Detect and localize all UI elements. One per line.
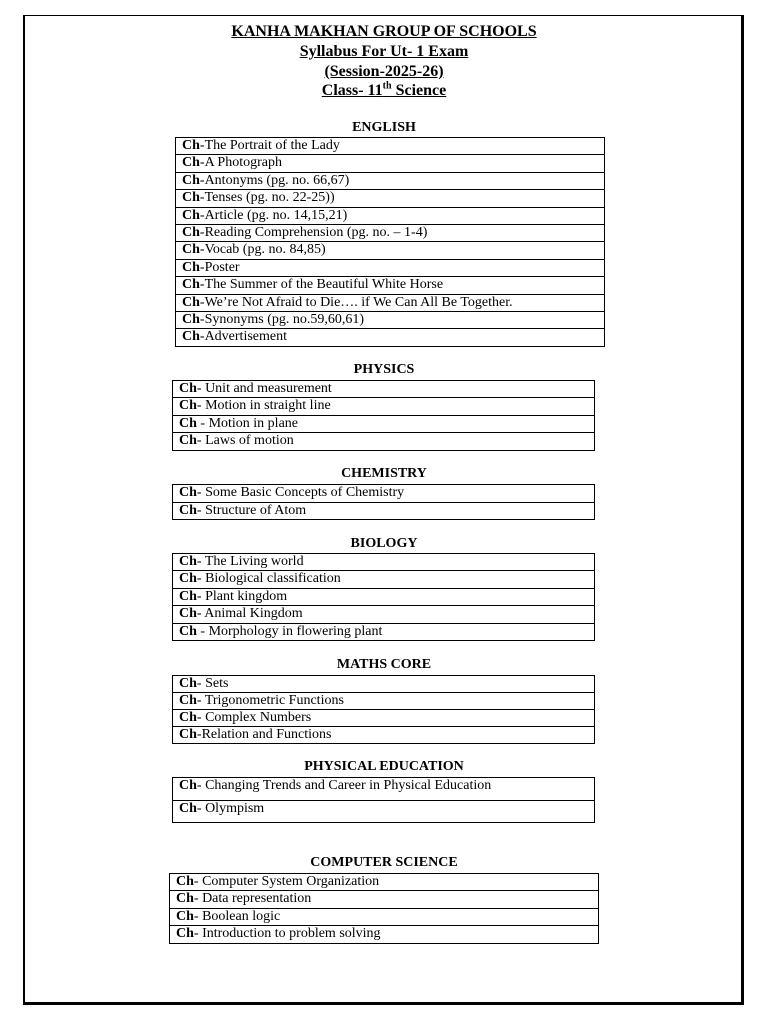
chapter-row xyxy=(170,891,599,908)
chapter-row xyxy=(170,926,599,943)
chapter-row xyxy=(173,778,595,801)
chapter-prefix: Ch xyxy=(176,874,194,889)
chapter-row xyxy=(173,623,595,640)
chapter-row xyxy=(176,155,605,172)
chapter-prefix: Ch xyxy=(179,778,197,793)
chapter-prefix: Ch xyxy=(176,908,194,924)
chapter-title: -A Photograph xyxy=(199,155,282,171)
chapter-title: -Reading Comprehension (pg. no. – 1-4) xyxy=(199,224,428,240)
biology-table xyxy=(172,553,595,641)
chapter-cell xyxy=(173,502,595,520)
physical-education-title: PHYSICAL EDUCATION xyxy=(304,759,464,774)
chapter-prefix: Ch xyxy=(182,311,200,327)
chapter-prefix: Ch xyxy=(182,259,200,275)
chapter-row xyxy=(170,874,599,891)
chapter-cell xyxy=(173,571,595,588)
chapter-prefix: Ch xyxy=(179,800,197,816)
chapter-row xyxy=(173,676,595,693)
chapter-row xyxy=(170,908,599,925)
chapter-title: -Relation and Functions xyxy=(196,727,332,742)
biology-title: BIOLOGY xyxy=(350,536,418,551)
chapter-row xyxy=(173,554,595,571)
chapter-prefix: Ch xyxy=(179,623,201,639)
chapter-row xyxy=(176,138,605,155)
chapter-prefix: Ch xyxy=(179,554,197,569)
chapter-row xyxy=(173,415,595,432)
chapter-row xyxy=(173,398,595,415)
chapter-title: - Laws of motion xyxy=(196,433,294,449)
chapter-title: - Some Basic Concepts of Chemistry xyxy=(196,485,405,500)
chapter-row xyxy=(176,242,605,259)
chapter-title: - Changing Trends and Career in Physical Education xyxy=(196,778,492,793)
chapter-prefix: Ch xyxy=(179,485,197,500)
chapter-cell xyxy=(176,277,605,294)
chemistry-title: CHEMISTRY xyxy=(341,466,427,481)
chapter-title: - Motion in plane xyxy=(200,415,299,431)
chapter-cell xyxy=(176,224,605,241)
chapter-row xyxy=(176,224,605,241)
chapter-cell xyxy=(173,710,595,727)
chapter-prefix: Ch xyxy=(182,172,200,188)
chapter-cell xyxy=(176,190,605,207)
chapter-prefix: Ch xyxy=(179,588,197,604)
chapter-cell xyxy=(173,381,595,398)
chapter-title: -The Portrait of the Lady xyxy=(199,138,340,153)
computer-science-title: COMPUTER SCIENCE xyxy=(310,855,458,870)
chapter-title: - Data representation xyxy=(193,891,312,907)
physical-education-table xyxy=(172,777,595,823)
chapter-cell xyxy=(173,606,595,623)
chapter-cell xyxy=(176,155,605,172)
chapter-row xyxy=(173,800,595,823)
physics-title: PHYSICS xyxy=(353,362,415,377)
chapter-cell xyxy=(173,554,595,571)
chapter-prefix: Ch xyxy=(182,138,200,153)
chapter-title: - Complex Numbers xyxy=(196,710,312,725)
chapter-title: -Article (pg. no. 14,15,21) xyxy=(199,207,348,223)
chapter-cell xyxy=(173,433,595,450)
chapter-title: - Trigonometric Functions xyxy=(196,693,344,708)
chapter-prefix: Ch xyxy=(182,277,200,293)
chapter-cell xyxy=(170,874,599,891)
chapter-title: -Tenses (pg. no. 22-25)) xyxy=(199,190,335,206)
chapter-prefix: Ch xyxy=(182,207,200,223)
chapter-prefix: Ch xyxy=(179,606,197,622)
chapter-title: - Biological classification xyxy=(196,571,341,587)
maths-title: MATHS CORE xyxy=(336,657,432,672)
physics-table xyxy=(172,380,595,451)
chapter-row xyxy=(173,606,595,623)
chapter-cell xyxy=(173,485,595,503)
chapter-title: - Sets xyxy=(196,676,229,691)
chapter-title: - The Living world xyxy=(196,554,304,569)
chapter-cell xyxy=(176,329,605,346)
chapter-row xyxy=(176,329,605,346)
chapter-prefix: Ch xyxy=(179,433,197,449)
chapter-title: - Structure of Atom xyxy=(196,502,307,518)
chapter-cell xyxy=(176,138,605,155)
session-label: (Session-2025-26) xyxy=(324,63,444,80)
chapter-row xyxy=(176,311,605,328)
chapter-prefix: Ch xyxy=(179,571,197,587)
computer-science-table xyxy=(169,873,599,944)
chapter-prefix: Ch xyxy=(182,224,200,240)
chapter-prefix: Ch xyxy=(179,693,197,708)
chapter-cell xyxy=(170,891,599,908)
chapter-cell xyxy=(173,623,595,640)
class-suffix: Science xyxy=(391,82,447,99)
chapter-title: -The Summer of the Beautiful White Horse xyxy=(199,277,444,293)
chapter-row xyxy=(176,207,605,224)
chapter-cell xyxy=(170,908,599,925)
chapter-row xyxy=(173,727,595,744)
chapter-row xyxy=(173,693,595,710)
chapter-cell xyxy=(173,676,595,693)
chapter-prefix: Ch xyxy=(179,710,197,725)
chapter-title: - Plant kingdom xyxy=(196,588,288,604)
chapter-cell xyxy=(173,778,595,801)
chapter-row xyxy=(176,294,605,311)
chapter-prefix: Ch xyxy=(182,242,200,258)
chapter-title: -Antonyms (pg. no. 66,67) xyxy=(199,172,350,188)
chapter-cell xyxy=(176,294,605,311)
chapter-cell xyxy=(173,693,595,710)
chapter-title: - Morphology in flowering plant xyxy=(200,623,383,639)
english-table xyxy=(175,137,605,347)
chapter-cell xyxy=(176,207,605,224)
class-label xyxy=(0,81,768,101)
chapter-prefix: Ch xyxy=(179,676,197,691)
chemistry-table xyxy=(172,484,595,520)
chapter-prefix: Ch xyxy=(179,727,197,742)
chapter-row xyxy=(173,433,595,450)
school-name: KANHA MAKHAN GROUP OF SCHOOLS xyxy=(231,23,537,40)
chapter-title: - Computer System Organization xyxy=(193,874,380,889)
chapter-cell xyxy=(176,311,605,328)
chapter-title: -Vocab (pg. no. 84,85) xyxy=(199,242,326,258)
chapter-cell xyxy=(173,415,595,432)
chapter-title: -Synonyms (pg. no.59,60,61) xyxy=(199,311,365,327)
chapter-cell xyxy=(176,242,605,259)
chapter-title: -Advertisement xyxy=(199,329,287,345)
chapter-row xyxy=(173,381,595,398)
chapter-prefix: Ch xyxy=(182,190,200,206)
chapter-prefix: Ch xyxy=(179,502,197,518)
chapter-prefix: Ch xyxy=(176,926,194,942)
chapter-row xyxy=(176,172,605,189)
chapter-row xyxy=(176,277,605,294)
syllabus-title: Syllabus For Ut- 1 Exam xyxy=(299,43,469,60)
chapter-title: -We’re Not Afraid to Die…. if We Can All Be Together. xyxy=(199,294,513,310)
chapter-title: - Animal Kingdom xyxy=(196,606,303,622)
chapter-prefix: Ch xyxy=(179,381,197,396)
class-superscript: th xyxy=(382,80,392,92)
chapter-prefix: Ch xyxy=(182,329,200,345)
chapter-title: - Boolean logic xyxy=(193,908,281,924)
maths-table xyxy=(172,675,595,744)
chapter-cell xyxy=(173,727,595,744)
chapter-cell xyxy=(170,926,599,943)
chapter-cell xyxy=(176,172,605,189)
chapter-prefix: Ch xyxy=(179,398,197,414)
chapter-row xyxy=(176,190,605,207)
class-prefix: Class- 11 xyxy=(321,82,383,99)
chapter-title: - Motion in straight line xyxy=(196,398,331,414)
chapter-row xyxy=(173,588,595,605)
chapter-cell xyxy=(173,398,595,415)
chapter-cell xyxy=(173,588,595,605)
chapter-prefix: Ch xyxy=(176,891,194,907)
chapter-title: - Olympism xyxy=(196,800,265,816)
chapter-row xyxy=(173,502,595,520)
chapter-title: - Unit and measurement xyxy=(196,381,332,396)
english-title: ENGLISH xyxy=(352,120,416,135)
chapter-title: - Introduction to problem solving xyxy=(193,926,381,942)
chapter-row xyxy=(173,571,595,588)
chapter-cell xyxy=(173,800,595,823)
chapter-prefix: Ch xyxy=(182,155,200,171)
chapter-prefix: Ch xyxy=(179,415,201,431)
chapter-prefix: Ch xyxy=(182,294,200,310)
chapter-row xyxy=(173,710,595,727)
chapter-title: -Poster xyxy=(199,259,240,275)
chapter-row xyxy=(173,485,595,503)
chapter-row xyxy=(176,259,605,276)
chapter-cell xyxy=(176,259,605,276)
